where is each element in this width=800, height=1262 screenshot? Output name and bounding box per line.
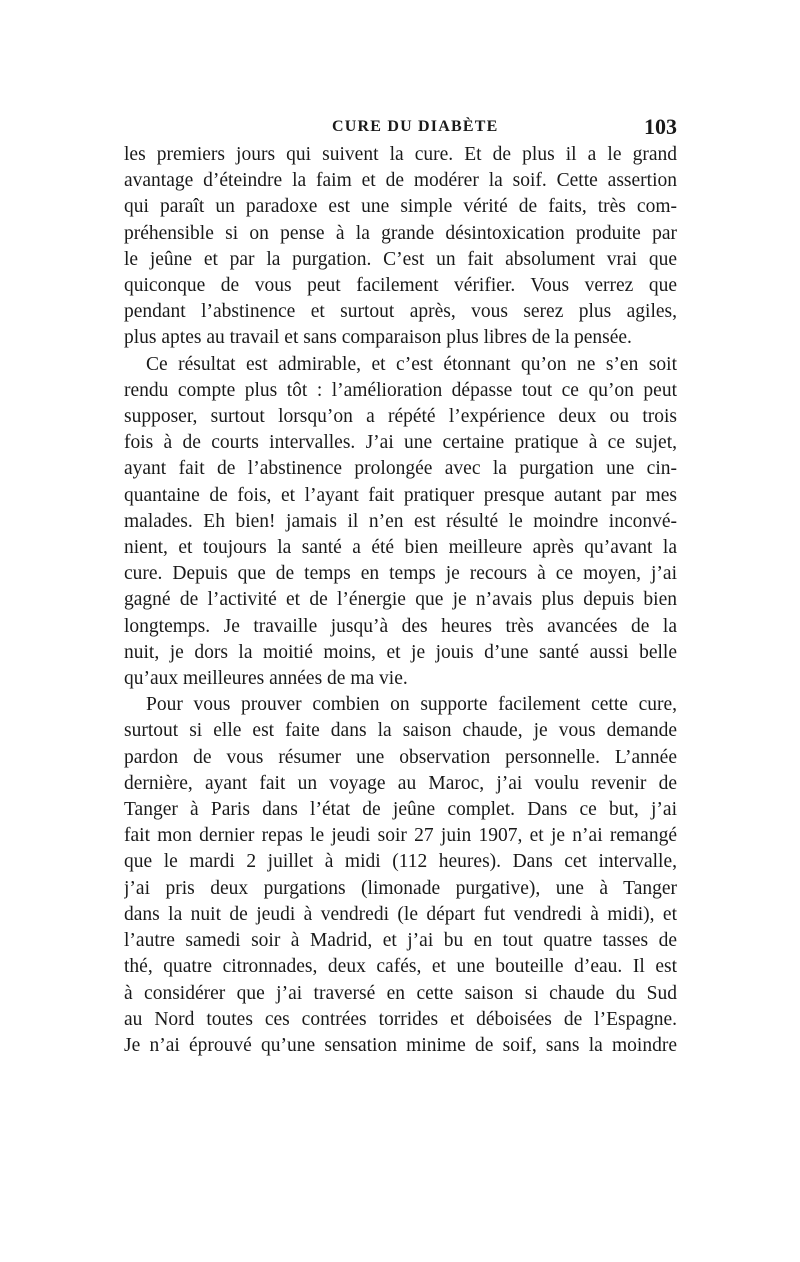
text-line: thé, quatre citronnades, deux cafés, et une bouteille d’eau. Il est [124,956,677,978]
body-text [124,142,677,1059]
text-line: plus aptes au travail et sans comparaison plus libres de la pensée. [124,327,632,349]
text-line: nuit, je dors la moitié moins, et je jouis d’une santé aussi belle [124,641,677,663]
paragraph-2 [124,352,677,693]
text-line: dernière, ayant fait un voyage au Maroc, j’ai voulu revenir de [124,772,677,794]
running-title: CURE DU DIABÈTE [332,118,499,135]
text-line: quantaine de fois, et l’ayant fait pratiquer presque autant par mes [124,484,677,506]
text-line: nient, et toujours la santé a été bien meilleure après qu’avant la [124,537,677,559]
text-line: rendu compte plus tôt : l’amélioration dépasse tout ce qu’on peut [124,379,677,401]
book-page [124,108,677,1059]
text-line: pendant l’abstinence et surtout après, vous serez plus agiles, [124,301,677,323]
text-line: que le mardi 2 juillet à midi (112 heures). Dans cet intervalle, [124,851,677,873]
text-line: Tanger à Paris dans l’état de jeûne complet. Dans ce but, j’ai [124,799,677,821]
text-line: l’autre samedi soir à Madrid, et j’ai bu en tout quatre tasses de [124,930,677,952]
text-line: Pour vous prouver combien on supporte facilement cette cure, [146,694,677,716]
text-line: préhensible si on pense à la grande désintoxication produite par [124,222,677,244]
text-line: qui paraît un paradoxe est une simple vérité de faits, très com- [124,196,677,218]
running-head [124,108,677,142]
text-line: surtout si elle est faite dans la saison chaude, je vous demande [124,720,677,742]
text-line: qu’aux meilleures années de ma vie. [124,668,408,690]
page-number: 103 [644,114,677,139]
text-line: à considérer que j’ai traversé en cette saison si chaude du Sud [124,982,677,1004]
text-line: Ce résultat est admirable, et c’est étonnant qu’on ne s’en soit [146,353,677,375]
text-line: longtemps. Je travaille jusqu’à des heures très avancées de la [124,615,677,637]
paragraph-1 [124,142,677,352]
text-line: dans la nuit de jeudi à vendredi (le départ fut vendredi à midi), et [124,903,677,925]
text-line: le jeûne et par la purgation. C’est un fait absolument vrai que [124,248,677,270]
text-line: gagné de l’activité et de l’énergie que je n’avais plus depuis bien [124,589,677,611]
text-line: Je n’ai éprouvé qu’une sensation minime de soif, sans la moindre [124,1034,677,1056]
paragraph-3 [124,692,677,1059]
text-line: malades. Eh bien! jamais il n’en est résulté le moindre inconvé- [124,510,677,532]
text-line: j’ai pris deux purgations (limonade purgative), une à Tanger [124,877,677,899]
text-line: les premiers jours qui suivent la cure. Et de plus il a le grand [124,144,677,165]
text-line: fait mon dernier repas le jeudi soir 27 juin 1907, et je n’ai remangé [124,825,677,847]
text-line: fois à de courts intervalles. J’ai une certaine pratique à ce sujet, [124,432,677,454]
text-line: supposer, surtout lorsqu’on a répété l’expérience deux ou trois [124,406,677,428]
text-line: au Nord toutes ces contrées torrides et déboisées de l’Espagne. [124,1008,677,1030]
text-line: cure. Depuis que de temps en temps je recours à ce moyen, j’ai [124,563,677,585]
text-line: quiconque de vous peut facilement vérifier. Vous verrez que [124,275,677,297]
text-line: pardon de vous résumer une observation personnelle. L’année [124,746,677,768]
text-line: ayant fait de l’abstinence prolongée avec la purgation une cin- [124,458,677,480]
text-line: avantage d’éteindre la faim et de modérer la soif. Cette assertion [124,170,677,192]
